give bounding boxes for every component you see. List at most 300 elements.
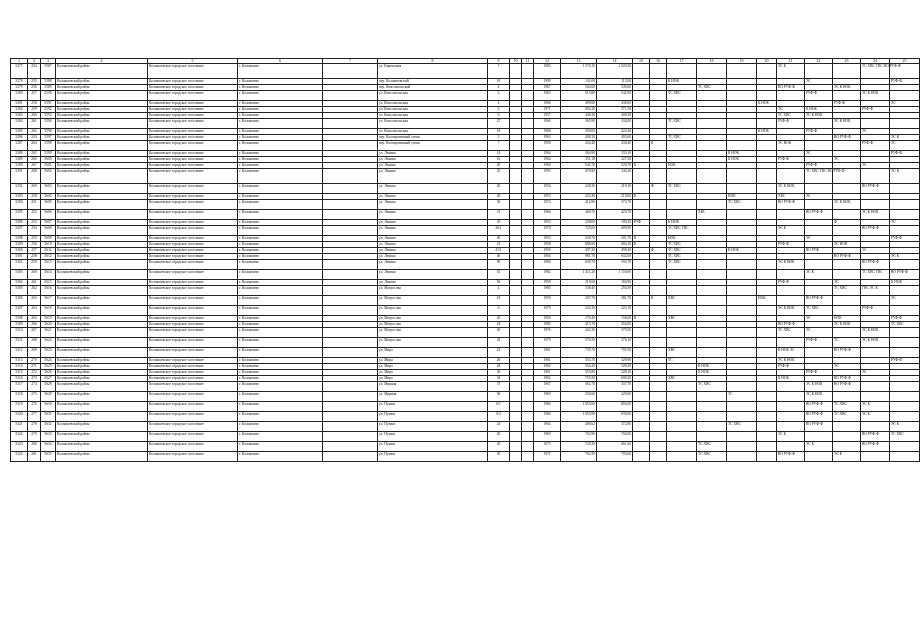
table-cell: 1971 [534,107,561,113]
table-cell: 639,70 [561,260,597,270]
table-cell [667,392,697,402]
table-cell: 356,60 [561,392,597,402]
table-cell: ТС [890,141,920,151]
table-cell [890,286,920,296]
header-cell: 14 [597,59,633,64]
table-cell: г. Колпашево [238,113,323,119]
table-cell [522,412,534,422]
table-cell [522,328,534,338]
table-cell: 5317 [11,382,28,392]
table-cell: 328,20 [597,364,633,370]
table-cell: 344,30 [597,169,633,184]
table-cell: ХВС [667,348,697,358]
table-cell: 602,20 [561,107,597,113]
table-cell [757,184,777,194]
table-cell: К НОК [777,376,805,382]
table-cell: 37 [488,382,510,392]
header-cell: 7 [323,59,378,64]
table-cell: Колпашевский район [56,412,148,422]
table-cell: Колпашевский район [56,248,148,254]
table-cell: г. Колпашево [238,64,323,79]
table-cell [727,210,757,220]
table-cell: 5612 [41,254,56,260]
table-cell [890,382,920,392]
table-cell: ул. Ленина [378,280,488,286]
table-row [11,382,920,392]
table-cell: 1969 [534,260,561,270]
table-cell: НОК [833,316,861,322]
table-cell [633,452,650,462]
table-cell [697,184,727,194]
table-cell: РУФ-Ф [861,306,890,316]
table-cell [633,442,650,452]
table-cell [650,348,667,358]
table-row [11,64,920,79]
header-cell: 16 [650,59,667,64]
table-cell [777,296,805,306]
table-cell: 5607 [41,220,56,226]
header-cell: 19 [727,59,757,64]
table-cell: г. Колпашево [238,220,323,226]
table-cell [777,392,805,402]
table-cell [890,338,920,348]
table-cell: ул. Ленина [378,169,488,184]
table-cell: Колпашевское городское поселение [148,402,238,412]
table-cell: 5306 [11,296,28,306]
table-cell: 259 [28,107,41,113]
table-cell: г. Колпашево [238,364,323,370]
table-cell: ХВС [667,296,697,306]
table-cell [890,328,920,338]
table-cell: 269 [28,184,41,194]
table-cell: г. Колпашево [238,91,323,101]
table-cell: НОК [667,236,697,242]
table-cell [633,382,650,392]
table-cell: Колпашевский район [56,322,148,328]
table-cell: ТС ХВС [890,322,920,328]
table-cell [833,184,861,194]
table-cell: Колпашевское городское поселение [148,358,238,364]
table-cell [510,286,522,296]
table-cell: 277 [28,412,41,422]
header-cell: 8 [378,59,488,64]
table-cell: Колпашевское городское поселение [148,422,238,432]
table-cell: 412,90 [561,200,597,210]
table-cell [510,210,522,220]
table-row [11,260,920,270]
table-cell: 5304 [11,280,28,286]
table-cell: ХВС [667,316,697,322]
table-cell [833,270,861,280]
table-cell: 238,00 [561,220,597,226]
table-cell [890,442,920,452]
table-cell: 470,90 [561,169,597,184]
table-cell [650,338,667,348]
table-cell: К НОК [667,79,697,85]
header-cell: 15 [633,59,650,64]
table-cell: 254 [28,64,41,79]
table-cell: Колпашевское городское поселение [148,236,238,242]
table-cell: 28 [488,364,510,370]
table-cell [727,226,757,236]
table-cell: 337,70 [597,382,633,392]
table-cell: 259 [28,260,41,270]
table-row [11,296,920,306]
table-cell: Колпашевский район [56,157,148,163]
table-cell: 35 [488,220,510,226]
table-cell: 5591 [41,101,56,107]
table-cell: Колпашевский район [56,79,148,85]
table-cell: 724,30 [561,442,597,452]
table-cell: 1966 [534,101,561,107]
table-cell: г. Колпашево [238,412,323,422]
table-cell [510,91,522,101]
table-cell: ЭС К [861,402,890,412]
table-cell: К НОК [727,151,757,157]
table-cell: 243 [28,135,41,141]
table-cell: 763,90 [561,432,597,442]
table-cell: ЭС [861,163,890,169]
table-cell: 5587 [41,64,56,79]
table-cell: ТС ХВС [667,248,697,254]
table-cell: 5308 [11,316,28,322]
table-cell [522,442,534,452]
table-cell: 262 [28,129,41,135]
table-cell: 258 [28,101,41,107]
table-row [11,226,920,236]
table-cell [510,260,522,270]
table-cell [633,328,650,338]
table-cell: 1963 [534,135,561,141]
table-cell: 5278 [11,79,28,85]
table-cell: 350,65 [561,129,597,135]
table-cell [757,338,777,348]
table-cell: 362,70 [561,382,597,392]
table-cell: 30 [488,452,510,462]
table-cell [805,141,833,151]
table-cell [890,306,920,316]
table-cell [522,402,534,412]
table-cell: РУФ-Ф [805,163,833,169]
table-cell [833,432,861,442]
table-cell: ТС ХВС [667,260,697,270]
table-cell: ул. Пушки [378,412,488,422]
table-cell: 690,30 [597,376,633,382]
table-cell: 5632 [41,422,56,432]
table-cell: 1959 [534,316,561,322]
table-cell [757,226,777,236]
table-cell: 1966 [534,210,561,220]
table-cell: Колпашевское городское поселение [148,338,238,348]
table-cell: Колпашевское городское поселение [148,280,238,286]
table-cell [757,91,777,101]
table-row [11,141,920,151]
table-cell: ул. Ленина [378,194,488,200]
table-cell: 438,00 [597,101,633,107]
table-cell: Колпашевское городское поселение [148,370,238,376]
table-cell: 725,00 [561,226,597,236]
table-cell: 5281 [11,101,28,107]
table-cell: г. Колпашево [238,210,323,220]
table-cell: 41/1 [488,248,510,254]
table-cell [757,392,777,402]
table-cell [510,338,522,348]
table-cell: 403,60 [597,135,633,141]
table-cell: 5629 [41,392,56,402]
table-cell: К [650,296,667,306]
table-cell [323,442,378,452]
table-cell: 5320 [11,412,28,422]
table-cell: 5610 [41,242,56,248]
table-cell [633,296,650,306]
table-cell: 267 [28,328,41,338]
table-cell: ВО РУФ-Ф [833,135,861,141]
table-cell [757,260,777,270]
table-cell: Колпашевское городское поселение [148,296,238,306]
table-cell: Колпашевский район [56,370,148,376]
table-cell: 228,30 [561,184,597,194]
table-cell: Ф [650,248,667,254]
table-cell: ВО РУФ-Ф [777,200,805,210]
table-cell: 5611 [41,248,56,254]
table-cell [323,432,378,442]
table-cell: 1967 [534,85,561,91]
table-row [11,286,920,296]
table-cell: 201,70 [597,236,633,242]
table-cell: 5598 [41,141,56,151]
table-cell: Колпашевский район [56,107,148,113]
table-cell: 5323 [11,442,28,452]
table-cell: 5305 [11,286,28,296]
table-cell: Колпашевский район [56,432,148,442]
table-cell [510,169,522,184]
table-cell: 56 [488,392,510,402]
table-cell: ул. Матросова [378,328,488,338]
table-cell: РУФ-Ф [890,358,920,364]
table-cell: 256 [28,85,41,91]
table-cell: К НОК [757,101,777,107]
header-cell: 6 [238,59,323,64]
table-cell: 269 [28,348,41,358]
table-cell: 50 [488,260,510,270]
table-cell [667,442,697,452]
table-cell: 266 [28,322,41,328]
table-cell: 1984 [534,412,561,422]
table-cell: Колпашевский район [56,358,148,364]
table-cell: Колпашевский район [56,364,148,370]
table-cell: Колпашевское городское поселение [148,119,238,129]
table-cell [323,392,378,402]
table-cell: г. Колпашево [238,452,323,462]
table-cell: 250 [28,194,41,200]
table-cell [522,382,534,392]
table-cell [650,64,667,79]
table-cell: ХВС [667,376,697,382]
table-cell: 5634 [41,442,56,452]
table-cell: 5600 [41,157,56,163]
table-cell [890,184,920,194]
table-cell: 1985 [534,322,561,328]
table-cell [861,200,890,210]
table-cell: 281 [28,452,41,462]
table-cell: 549,60 [597,85,633,91]
table-cell [510,119,522,129]
table-cell [323,200,378,210]
table-cell: К НОК [667,220,697,226]
table-cell [667,412,697,422]
table-cell [777,210,805,220]
table-cell [805,432,833,442]
table-cell: 5303 [11,270,28,280]
table-cell [323,91,378,101]
table-cell [727,119,757,129]
table-cell: Колпашевский район [56,260,148,270]
table-cell: 328,10 [597,370,633,376]
table-cell [777,338,805,348]
table-cell: Колпашевский район [56,119,148,129]
table-cell: 273 [28,376,41,382]
table-cell: Колпашевское городское поселение [148,113,238,119]
table-cell: 422,30 [561,328,597,338]
table-cell [861,392,890,402]
table-cell [805,64,833,79]
table-cell [522,91,534,101]
table-cell: 6 [488,113,510,119]
table-cell: ЭС [833,364,861,370]
table-cell: ВО РУФ-Ф [805,402,833,412]
table-cell: 225,40 [561,194,597,200]
table-cell: Колпашевское городское поселение [148,200,238,210]
table-cell: 275 [28,392,41,402]
table-cell: 1964 [534,254,561,260]
table-cell: 1966 [534,119,561,129]
table-cell: 170,40 [561,316,597,322]
table-cell [833,64,861,79]
table-cell: 5602 [41,169,56,184]
table-cell [323,184,378,194]
table-cell: ТС ХВС [667,242,697,248]
table-cell: 5283 [11,113,28,119]
table-cell [697,402,727,412]
table-cell: 5635 [41,452,56,462]
table-cell [650,91,667,101]
table-cell: 34 [488,376,510,382]
table-cell: 1984 [534,402,561,412]
table-cell: Колпашевский район [56,306,148,316]
table-cell: Колпашевский район [56,151,148,157]
table-cell: Колпашевский район [56,270,148,280]
table-cell: ЭС [861,370,890,376]
table-cell: г. Колпашево [238,200,323,210]
table-cell: ТС ХВС [697,382,727,392]
table-cell: ул. Кирпичная [378,64,488,79]
table-cell: 1993 [534,169,561,184]
table-cell: г. Колпашево [238,226,323,236]
table-cell [833,392,861,402]
table-cell: пер. Комсомольский [378,85,488,91]
table-cell: 256 [28,242,41,248]
table-cell: К [650,141,667,151]
table-cell: 705,50 [597,348,633,358]
table-cell: ВО РУФ-Ф [861,260,890,270]
table-cell: Колпашевский район [56,348,148,358]
table-cell: ЭС [833,157,861,163]
table-cell [777,270,805,280]
table-cell: Колпашевский район [56,113,148,119]
table-cell: пер. Колпашевский [378,79,488,85]
table-cell: 272 [28,370,41,376]
table-cell: 355,80 [561,370,597,376]
table-cell: ЭС К НОК [861,328,890,338]
table-cell: ул. Матросова [378,306,488,316]
table-cell [727,338,757,348]
table-cell: 520,70 [597,163,633,169]
header-cell: 1 [11,59,28,64]
table-cell [522,169,534,184]
table-cell: 5316 [11,376,28,382]
table-cell: ТС ХВС [727,200,757,210]
table-cell: г. Колпашево [238,184,323,194]
table-cell [833,328,861,338]
table-cell: г. Колпашево [238,392,323,402]
table-cell: ул. Ленина [378,242,488,248]
table-cell [522,270,534,280]
table-cell: 6 [488,306,510,316]
table-cell: 593,70 [597,260,633,270]
table-cell [667,286,697,296]
table-cell [633,270,650,280]
table-cell [757,210,777,220]
table-cell: 270 [28,358,41,364]
table-cell: 42 [488,338,510,348]
table-cell [890,452,920,462]
table-cell: 5315 [11,370,28,376]
table-cell: 5279 [11,85,28,91]
table-cell: 243,20 [561,306,597,316]
table-cell: ВО РУФ-Ф [833,254,861,260]
table-cell: 253 [28,220,41,226]
table-cell: 632,60 [597,254,633,260]
table-cell: ЭС К НОК [777,184,805,194]
table-cell: 5603 [41,184,56,194]
table-cell: 46 [488,254,510,260]
table-cell: 5623 [41,348,56,358]
table-cell: ВО РУФ-Ф [805,422,833,432]
table-cell [757,452,777,462]
table-cell: ЭС К [777,226,805,236]
table-cell: ЭС К НОК [777,260,805,270]
table-cell: ул. Комсомольская [378,107,488,113]
table-cell: 5280 [11,91,28,101]
table-cell [650,432,667,442]
table-cell: 686,60 [561,242,597,248]
header-cell: 4 [56,59,148,64]
table-cell [522,286,534,296]
table-cell: 1957 [534,113,561,119]
table-cell: 113,00 [597,79,633,85]
table-cell: 40 [488,328,510,338]
table-cell: Колпашевский район [56,452,148,462]
table-cell: ЭС К НОК [777,358,805,364]
table-cell: 5288 [11,151,28,157]
table-cell: 5604 [41,194,56,200]
table-cell [667,169,697,184]
table-cell: РУФ-Ф [777,280,805,286]
table-cell [833,210,861,220]
table-cell [323,260,378,270]
table-cell [890,348,920,358]
table-cell: г. Колпашево [238,254,323,260]
